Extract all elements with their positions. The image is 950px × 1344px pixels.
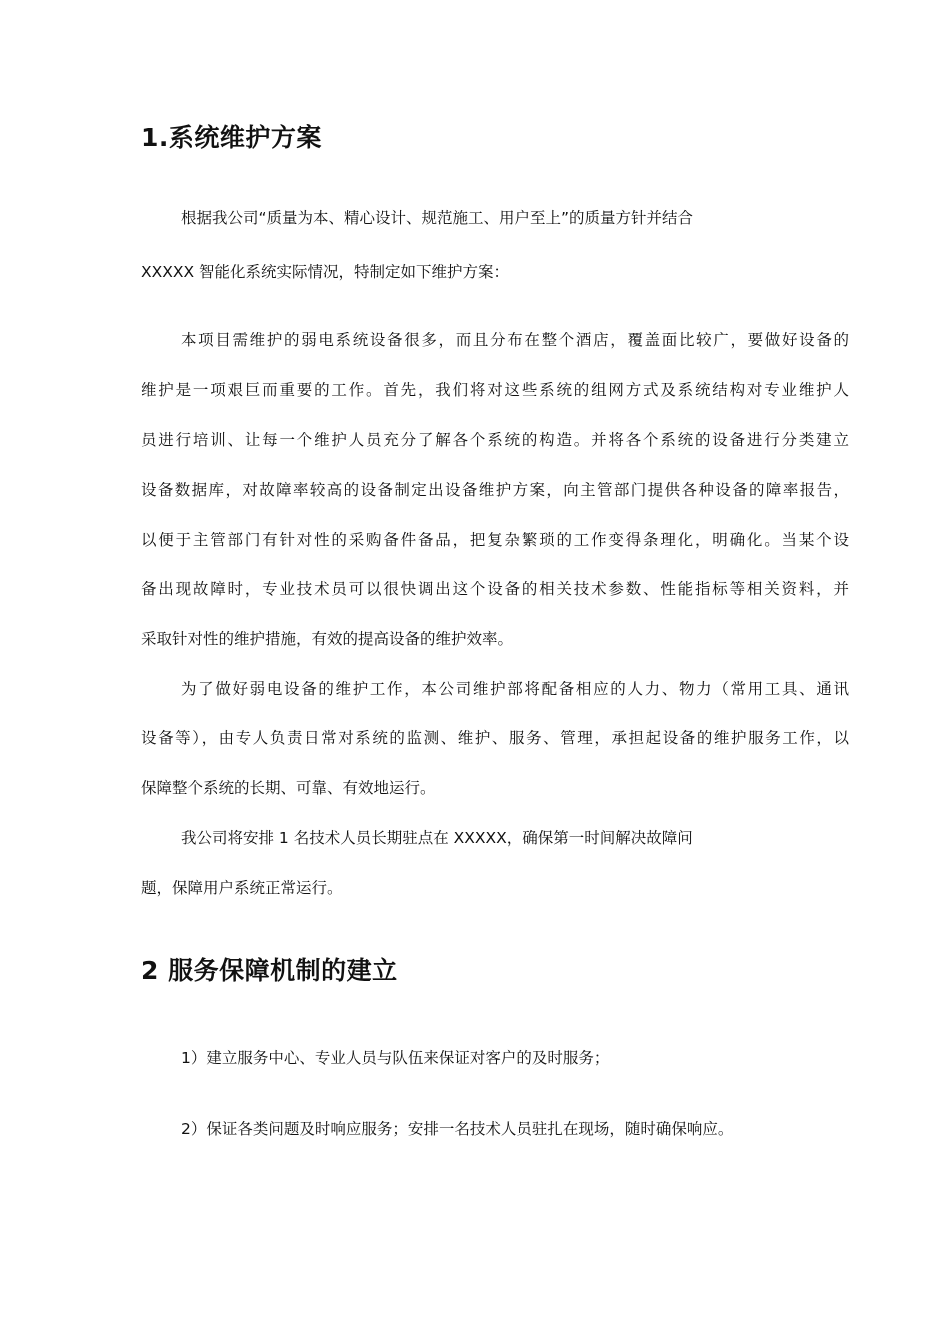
paragraph-b-line-1: 为了做好弱电设备的维护工作，本公司维护部将配备相应的人力、物力（常用工具、通讯 [181,680,849,698]
paragraph-b-line-2: 设备等），由专人负责日常对系统的监测、维护、服务、管理，承担起设备的维护服务工作，以 [141,729,849,747]
paragraph-a-line-3: 员进行培训、让每一个维护人员充分了解各个系统的构造。并将各个系统的设备进行分类建立 [141,431,849,449]
paragraph-a-line-4: 设备数据库，对故障率较高的设备制定出设备维护方案，向主管部门提供各种设备的障率报告， [141,481,849,499]
section-2-heading: 2 服务保障机制的建立 [141,956,398,985]
paragraph-b-line-3: 保障整个系统的长期、可靠、有效地运行。 [141,779,436,797]
intro-line-1: 根据我公司“质量为本、精心设计、规范施工、用户至上”的质量方针并结合 [181,209,694,227]
list-item-2: 2）保证各类问题及时响应服务；安排一名技术人员驻扎在现场，随时确保响应。 [181,1120,734,1138]
paragraph-c-line-1: 我公司将安排 1 名技术人员长期驻点在 XXXXX，确保第一时间解决故障问 [181,829,693,847]
section-1-heading: 1.系统维护方案 [141,123,322,152]
list-item-1: 1）建立服务中心、专业人员与队伍来保证对客户的及时服务； [181,1049,610,1067]
paragraph-a-line-7: 采取针对性的维护措施，有效的提高设备的维护效率。 [141,630,514,648]
intro-line-2: XXXXX 智能化系统实际情况，特制定如下维护方案： [141,263,510,281]
paragraph-c-line-2: 题，保障用户系统正常运行。 [141,879,343,897]
paragraph-a-line-5: 以便于主管部门有针对性的采购备件备品，把复杂繁琐的工作变得条理化，明确化。当某个设 [141,531,849,549]
paragraph-a-line-2: 维护是一项艰巨而重要的工作。首先，我们将对这些系统的组网方式及系统结构对专业维护人 [141,381,849,399]
paragraph-a-line-1: 本项目需维护的弱电系统设备很多，而且分布在整个酒店，覆盖面比较广，要做好设备的 [181,331,849,349]
paragraph-a-line-6: 备出现故障时，专业技术员可以很快调出这个设备的相关技术参数、性能指标等相关资料，并 [141,580,849,598]
